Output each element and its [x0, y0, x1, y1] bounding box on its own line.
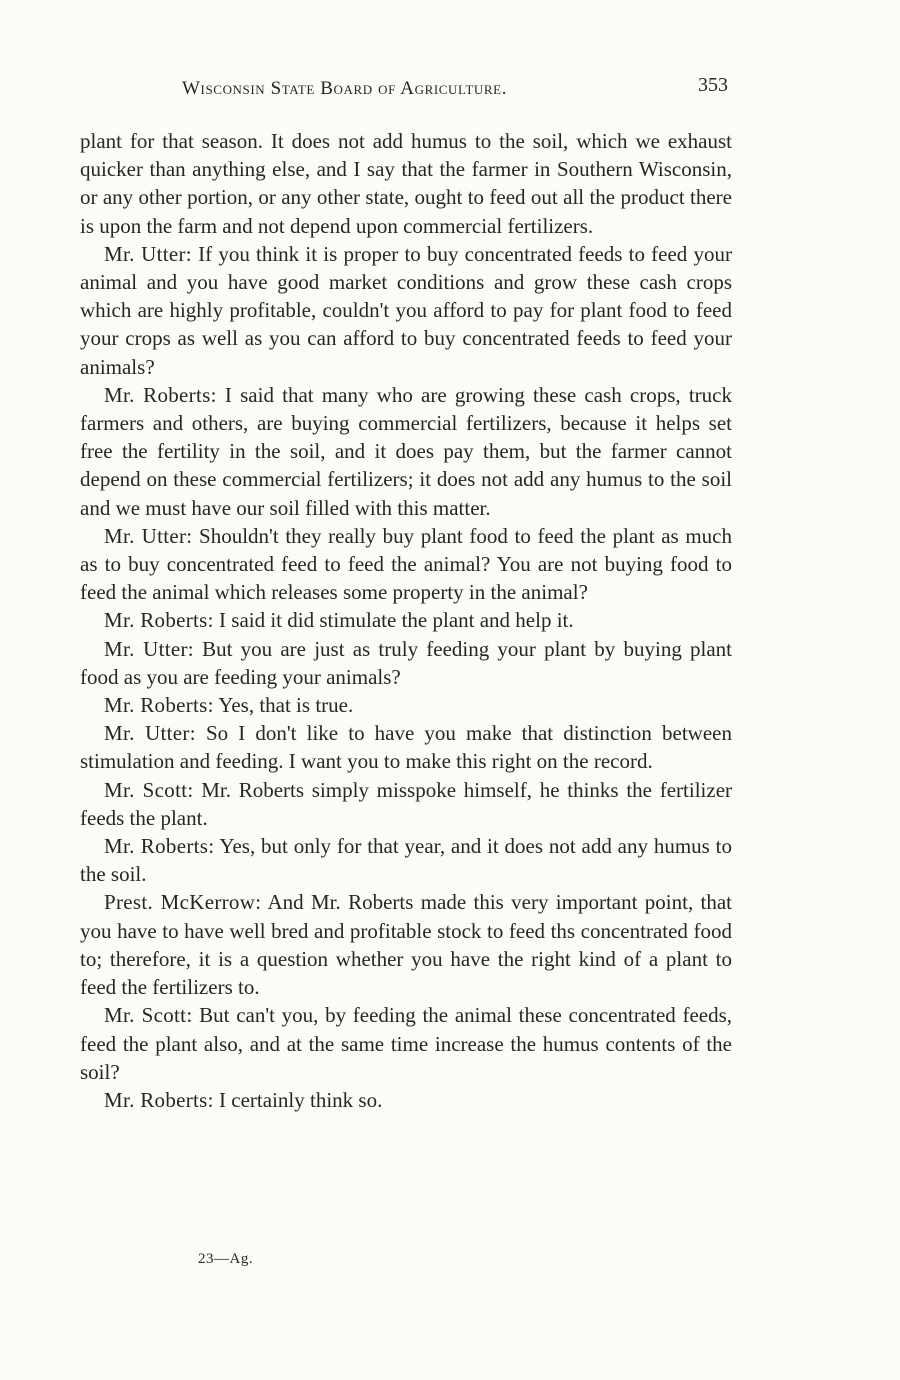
dialogue-paragraph: [80, 1086, 732, 1114]
dialogue-paragraph: [80, 776, 732, 832]
paragraph-continuation: [80, 127, 732, 240]
dialogue-paragraph: [80, 606, 732, 634]
paragraph-text: Yes, but only for that year, and it does not add any humus to the soil.: [80, 834, 732, 887]
paragraph-text: Yes, that is true.: [218, 693, 354, 718]
paragraph-text: But you are just as truly feeding your plant by buying plant food as you are feeding your animals?: [80, 636, 733, 689]
paragraph-text: Mr. Roberts simply misspoke himself, he thinks the fertilizer feeds the plant.: [80, 777, 733, 830]
speaker-label: Mr. Roberts:: [104, 382, 217, 407]
paragraph-text: I certainly think so.: [219, 1087, 383, 1112]
speaker-label: Prest. McKerrow:: [104, 890, 262, 915]
speaker-label: Mr. Scott:: [104, 777, 194, 802]
paragraph-text: Shouldn't they really buy plant food to feed the plant as much as to buy concentrated feed to feed the animal? You are not buying food to feed the animal which releases some property in the animal?: [80, 523, 732, 605]
paragraph-text: And Mr. Roberts made this very important point, that you have to have well bred and profitable stock to feed ths concentrated food to; therefore, it is a question whether you have the right kind of a plant to feed the fertilizers to.: [80, 890, 733, 1000]
paragraph-text: So I don't like to have you make that distinction between stimulation and feeding. I want you to make this right on the record.: [80, 721, 732, 774]
running-title: Wisconsin State Board of Agriculture.: [182, 78, 508, 99]
dialogue-paragraph: [80, 691, 732, 719]
speaker-label: Mr. Utter:: [104, 721, 196, 746]
paragraph-text: I said that many who are growing these cash crops, truck farmers and others, are buying commercial fertilizers, because it helps set free the fertility in the soil, and it does pay them, but the farmer cannot depend on these commercial fertilizers; it does not add any humus to the soil and we must have our soil filled with this matter.: [80, 382, 732, 520]
speaker-label: Mr. Scott:: [104, 1003, 193, 1028]
page-header: [80, 72, 732, 106]
dialogue-paragraph: [80, 1001, 732, 1086]
dialogue-paragraph: [80, 240, 732, 381]
dialogue-paragraph: [80, 832, 732, 888]
paragraph-text: If you think it is proper to buy concentrated feeds to feed your animal and you have good market conditions and grow these cash crops which are highly profitable, couldn't you afford to pay for plant food to feed your crops as well as you can afford to buy concentrated feeds to feed your animals?: [80, 241, 732, 379]
speaker-label: Mr. Roberts:: [104, 608, 214, 633]
paragraph-text: plant for that season. It does not add humus to the soil, which we exhaust quicker than anything else, and I say that the farmer in Southern Wisconsin, or any other portion, or any other state, ought to feed out all the product there is upon the farm and not depend upon commercial fertilizers.: [80, 129, 732, 238]
speaker-label: Mr. Utter:: [104, 241, 192, 266]
speaker-label: Mr. Roberts:: [104, 693, 214, 718]
paragraph-text: But can't you, by feeding the animal these concentrated feeds, feed the plant also, and at the same time increase the humus contents of the soil?: [80, 1003, 733, 1084]
dialogue-paragraph: [80, 522, 732, 607]
paragraph-text: I said it did stimulate the plant and help it.: [219, 608, 574, 633]
speaker-label: Mr. Utter:: [104, 636, 194, 661]
dialogue-paragraph: [80, 888, 732, 1001]
page-number: 353: [698, 74, 728, 96]
speaker-label: Mr. Utter:: [104, 523, 193, 548]
speaker-label: Mr. Roberts:: [104, 834, 215, 859]
body-text: [80, 127, 732, 1114]
dialogue-paragraph: [80, 381, 732, 522]
dialogue-paragraph: [80, 635, 732, 691]
dialogue-paragraph: [80, 719, 732, 775]
signature-mark: 23—Ag.: [198, 1251, 254, 1267]
speaker-label: Mr. Roberts:: [104, 1087, 214, 1112]
